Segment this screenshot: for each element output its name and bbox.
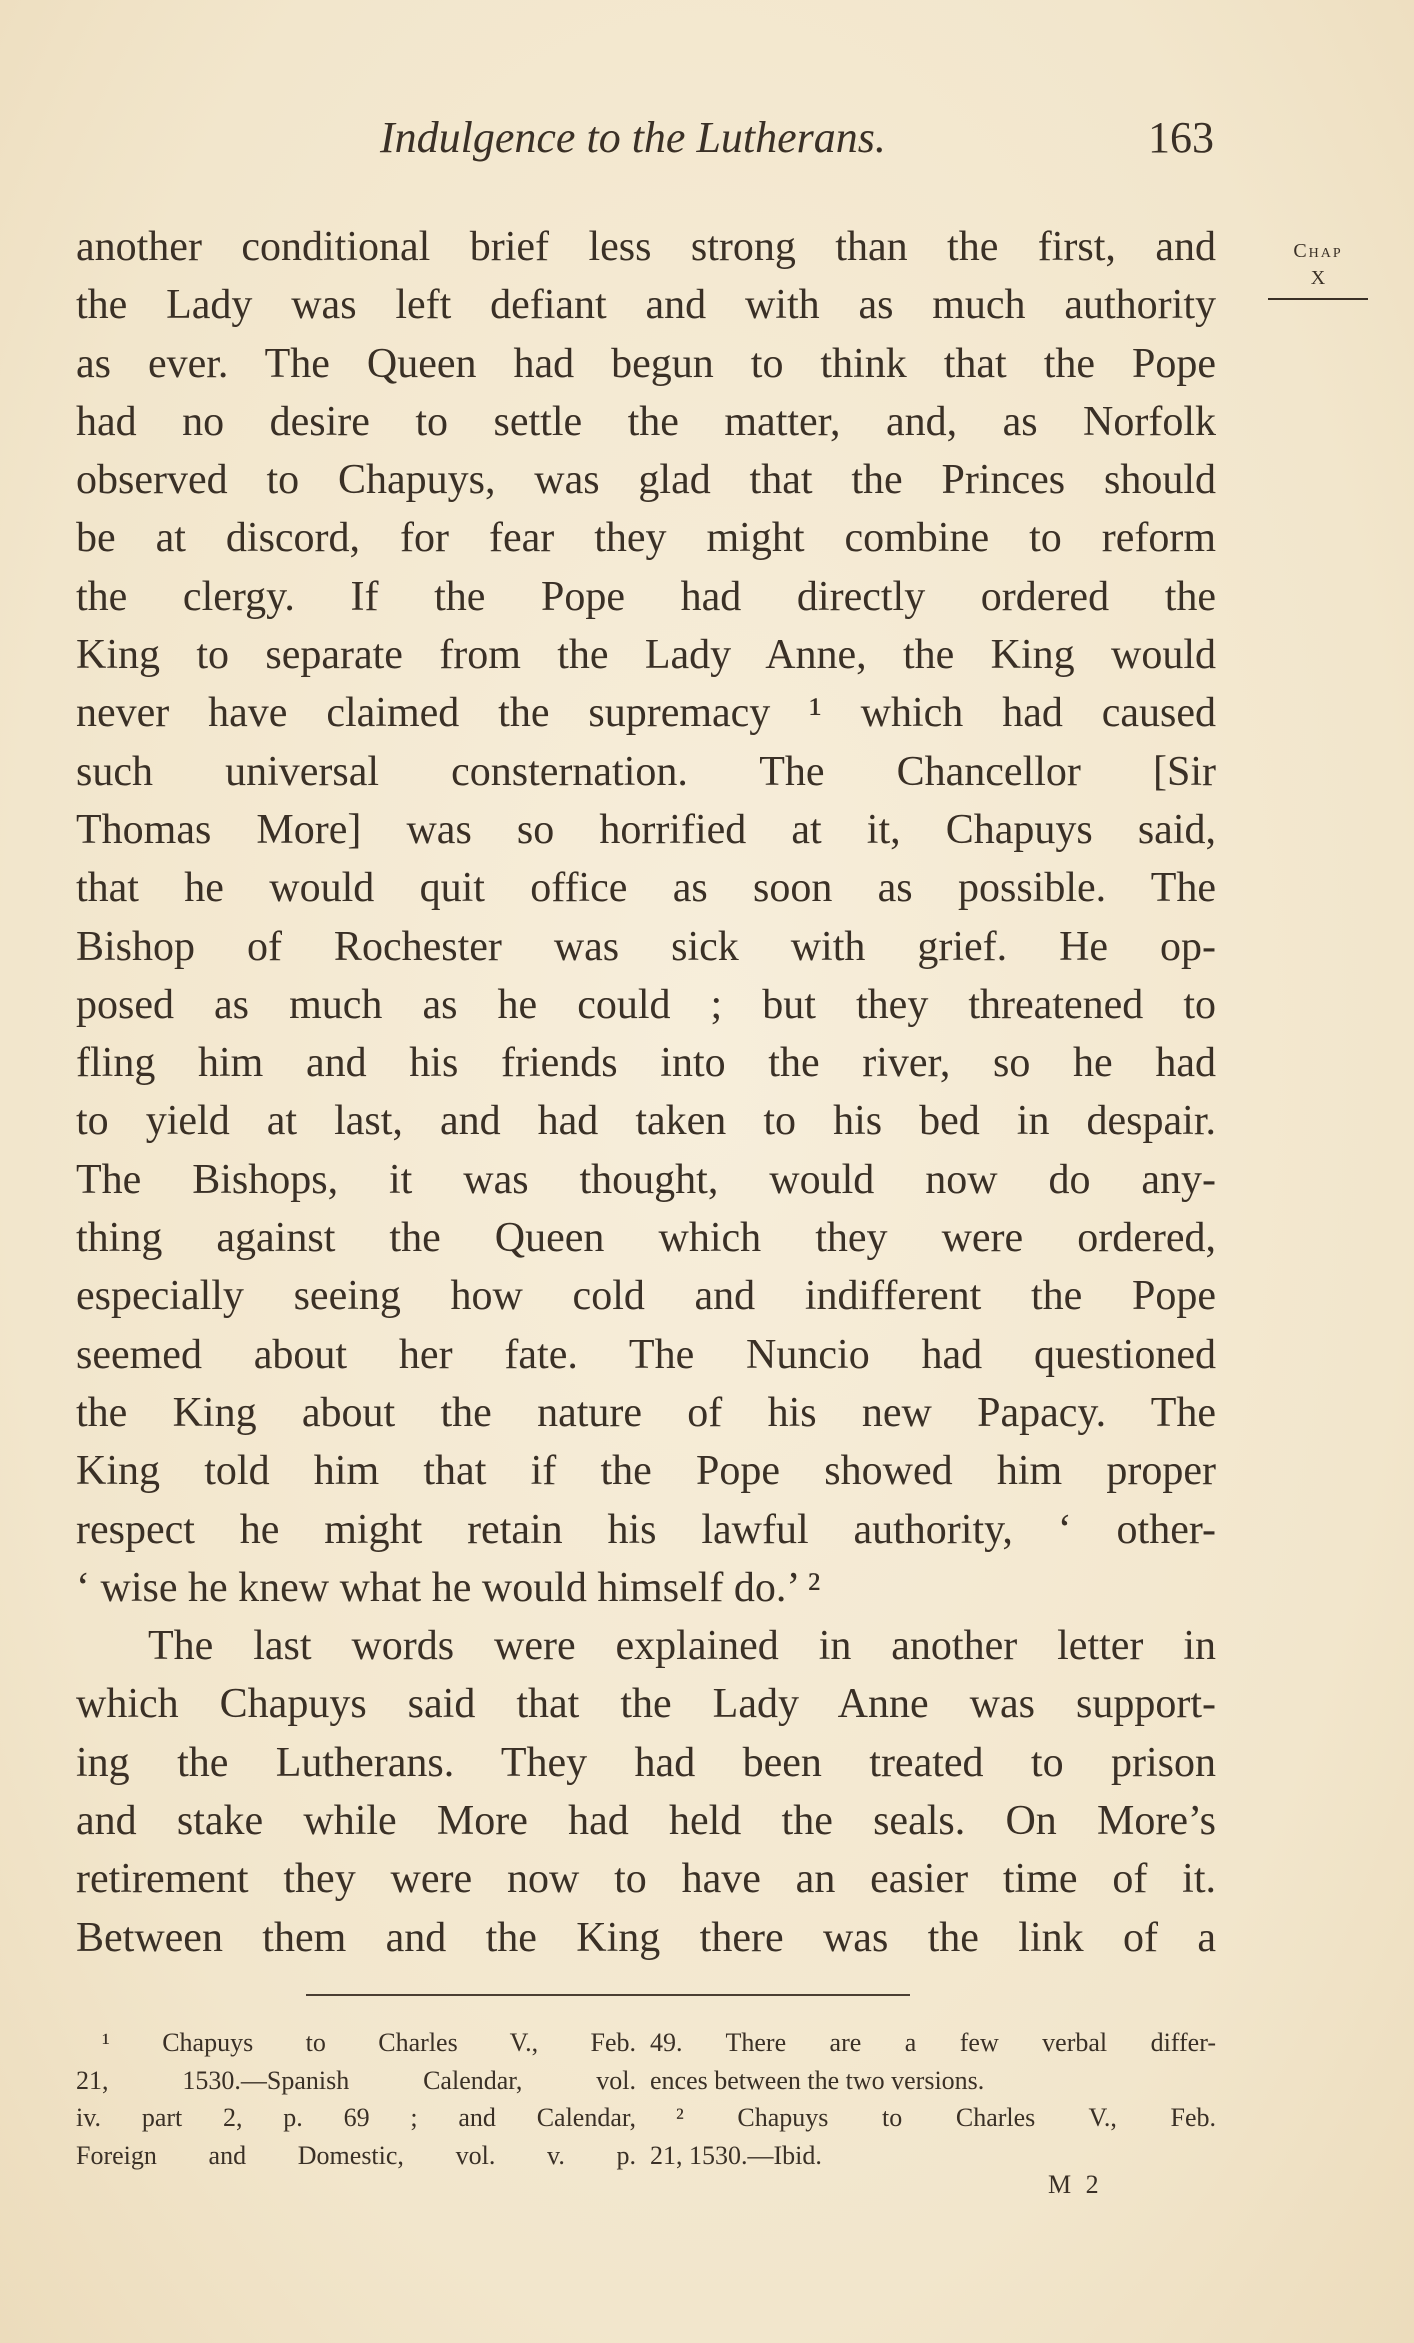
running-head <box>0 112 1414 172</box>
footnote-column-right <box>650 2024 1216 2174</box>
text-line: ing the Lutherans. They had been treated to prison <box>76 1739 1216 1786</box>
footnote-line: 21, 1530.—Ibid. <box>650 2140 822 2170</box>
text-line: posed as much as he could ; but they threatened to <box>76 981 1216 1028</box>
text-line: The last words were explained in another letter in <box>148 1623 1216 1670</box>
text-line: the King about the nature of his new Papacy. The <box>76 1389 1216 1436</box>
text-line: had no desire to settle the matter, and, as Norfolk <box>76 398 1216 445</box>
chapter-number: X <box>1310 267 1326 289</box>
text-line: Thomas More] was so horrified at it, Chapuys said, <box>76 806 1216 853</box>
text-line: that he would quit office as soon as possible. The <box>76 865 1216 912</box>
page-number: 163 <box>1148 113 1214 162</box>
text-line: ‘ wise he knew what he would himself do.’ ² <box>76 1564 821 1611</box>
text-line: Between them and the King there was the link of a <box>76 1914 1216 1961</box>
text-line: King told him that if the Pope showed him proper <box>76 1448 1216 1495</box>
chapter-margin-note <box>1266 240 1370 300</box>
text-line: seemed about her fate. The Nuncio had questioned <box>76 1331 1216 1378</box>
text-line: such universal consternation. The Chancellor [Sir <box>76 748 1216 795</box>
footnote-line: Foreign and Domestic, vol. v. p. <box>76 2140 636 2170</box>
text-line: The Bishops, it was thought, would now do any- <box>76 1156 1216 1203</box>
text-line: to yield at last, and had taken to his bed in despair. <box>76 1098 1216 1145</box>
footnote-line: ¹ Chapuys to Charles V., Feb. <box>102 2028 636 2057</box>
footnote-line: ences between the two versions. <box>650 2065 985 2095</box>
footnote-column-left <box>76 2024 636 2174</box>
text-line: thing against the Queen which they were ordered, <box>76 1215 1216 1262</box>
chapter-label: Chap <box>1293 240 1343 262</box>
text-line: and stake while More had held the seals. On More’s <box>76 1798 1216 1845</box>
text-line: the Lady was left defiant and with as much authority <box>76 282 1216 329</box>
text-line: retirement they were now to have an easier time of it. <box>76 1856 1216 1903</box>
text-line: fling him and his friends into the river, so he had <box>76 1040 1216 1087</box>
text-line: Bishop of Rochester was sick with grief. He op- <box>76 923 1216 970</box>
text-line: especially seeing how cold and indifferent the Pope <box>76 1273 1216 1320</box>
running-head-title: Indulgence to the Lutherans. <box>380 113 886 162</box>
body-text <box>76 218 1216 1967</box>
signature-mark: M 2 <box>1048 2170 1103 2199</box>
text-line: observed to Chapuys, was glad that the Princes should <box>76 457 1216 504</box>
text-line: which Chapuys said that the Lady Anne was support- <box>76 1681 1216 1728</box>
footnote-line: 49. There are a few verbal differ- <box>650 2028 1216 2057</box>
text-line: another conditional brief less strong than the first, and <box>76 224 1216 270</box>
footnote-line: ² Chapuys to Charles V., Feb. <box>676 2103 1216 2132</box>
text-line: King to separate from the Lady Anne, the King would <box>76 632 1216 679</box>
text-line: respect he might retain his lawful authority, ‘ other- <box>76 1506 1216 1553</box>
text-line: never have claimed the supremacy ¹ which had caused <box>76 690 1216 737</box>
footnote-line: iv. part 2, p. 69 ; and Calendar, <box>76 2103 636 2132</box>
text-line: be at discord, for fear they might combine to reform <box>76 515 1216 562</box>
text-line: as ever. The Queen had begun to think that the Pope <box>76 340 1216 387</box>
footnote-rule <box>306 1994 910 1996</box>
text-line: the clergy. If the Pope had directly ordered the <box>76 573 1216 620</box>
footnote-line: 21, 1530.—Spanish Calendar, vol. <box>76 2065 636 2095</box>
chapter-rule <box>1268 298 1368 300</box>
